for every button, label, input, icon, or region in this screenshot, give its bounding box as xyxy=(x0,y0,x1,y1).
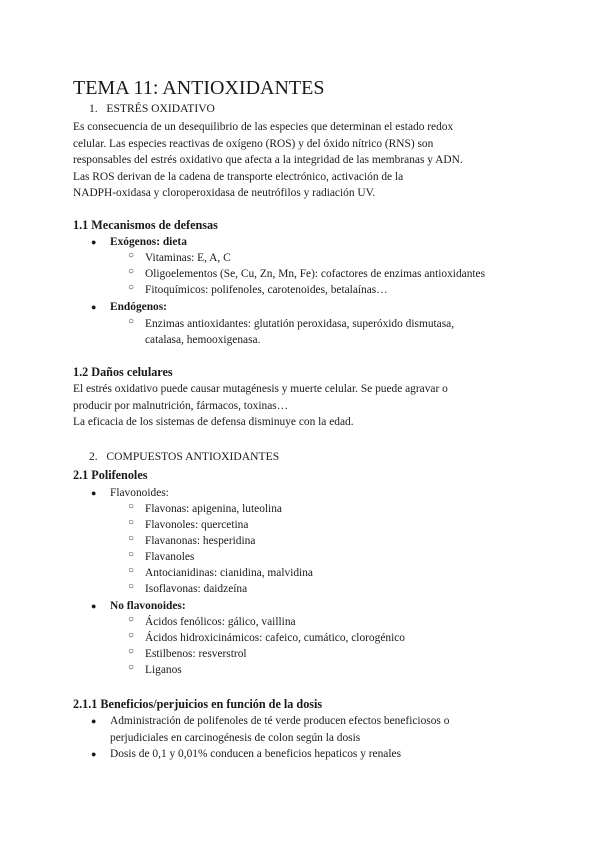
section-1-heading xyxy=(89,101,215,117)
list-item: Administración de polifenoles de té verde producen efectos beneficiosos o xyxy=(110,715,450,727)
subsection-2-1-heading: 2.1 Polifenoles xyxy=(73,468,148,482)
list-item: Isoflavonas: daidzeína xyxy=(145,583,248,595)
list-item: Ácidos fenólicos: gálico, vaillina xyxy=(145,616,296,628)
bullet-circle-icon: ○ xyxy=(128,662,135,673)
list-item-exogenos: Exógenos: dieta xyxy=(110,236,187,248)
list-item: Dosis de 0,1 y 0,01% conducen a beneficios hepaticos y renales xyxy=(110,748,402,760)
bullet-circle-icon: ○ xyxy=(128,549,135,560)
paragraph-line: Las ROS derivan de la cadena de transporte electrónico, activación de la xyxy=(73,170,404,183)
subsection-1-2-heading: 1.2 Daños celulares xyxy=(73,365,173,379)
section-1-title: ESTRÉS OXIDATIVO xyxy=(106,102,215,115)
bullet-circle-icon: ○ xyxy=(128,565,135,576)
paragraph-line: La eficacia de los sistemas de defensa disminuye con la edad. xyxy=(73,416,354,428)
list-item-flavonoides: Flavonoides: xyxy=(110,487,169,499)
paragraph-line: Es consecuencia de un desequilibrio de las especies que determinan el estado redox xyxy=(73,121,454,133)
bullet-circle-icon: ○ xyxy=(128,250,135,261)
subsection-1-1-heading: 1.1 Mecanismos de defensas xyxy=(73,218,218,232)
list-item: Antocianidinas: cianidina, malvidina xyxy=(145,567,313,579)
subsection-2-1-1-heading: 2.1.1 Beneficios/perjuicios en función de la dosis xyxy=(73,697,323,711)
bullet-disc-icon: ● xyxy=(91,237,97,247)
bullet-disc-icon: ● xyxy=(91,716,97,726)
list-item: Flavanoles xyxy=(145,551,195,563)
section-2-heading xyxy=(89,449,279,465)
list-item: Flavonoles: quercetina xyxy=(145,519,249,531)
list-item: Flavonas: apigenina, luteolina xyxy=(145,503,282,515)
bullet-circle-icon: ○ xyxy=(128,266,135,277)
list-item: Flavanonas: hesperidina xyxy=(145,535,256,547)
bullet-circle-icon: ○ xyxy=(128,581,135,592)
bullet-circle-icon: ○ xyxy=(128,533,135,544)
bullet-circle-icon: ○ xyxy=(128,316,135,327)
bullet-circle-icon: ○ xyxy=(128,501,135,512)
bullet-circle-icon: ○ xyxy=(128,517,135,528)
list-item: Liganos xyxy=(145,664,182,676)
list-item: Enzimas antioxidantes: glutatión peroxidasa, superóxido dismutasa, xyxy=(145,318,455,330)
bullet-circle-icon: ○ xyxy=(128,282,135,293)
section-1-number: 1. xyxy=(89,102,98,115)
list-item: Vitaminas: E, A, C xyxy=(145,252,231,264)
list-item-endogenos: Endógenos: xyxy=(110,301,167,313)
section-2-title: COMPUESTOS ANTIOXIDANTES xyxy=(106,450,280,463)
document-title: TEMA 11: ANTIOXIDANTES xyxy=(73,77,325,99)
paragraph-line: El estrés oxidativo puede causar mutagénesis y muerte celular. Se puede agravar o xyxy=(73,383,448,395)
bullet-disc-icon: ● xyxy=(91,749,97,759)
bullet-disc-icon: ● xyxy=(91,601,97,611)
list-item-continuation: catalasa, hemooxigenasa. xyxy=(145,334,261,346)
list-item: Estilbenos: resverstrol xyxy=(145,648,247,660)
bullet-circle-icon: ○ xyxy=(128,646,135,657)
paragraph-line: responsables del estrés oxidativo que afecta a la integridad de las membranas y ADN. xyxy=(73,154,463,166)
bullet-circle-icon: ○ xyxy=(128,614,135,625)
paragraph-line: NADPH-oxidasa y cloroperoxidasa de neutrófilos y radiación UV. xyxy=(73,187,376,199)
list-item: Oligoelementos (Se, Cu, Zn, Mn, Fe): cofactores de enzimas antioxidantes xyxy=(145,268,486,280)
bullet-disc-icon: ● xyxy=(91,488,97,498)
list-item-no-flavonoides: No flavonoides: xyxy=(110,600,186,612)
bullet-circle-icon: ○ xyxy=(128,630,135,641)
list-item-continuation: perjudiciales en carcinogénesis de colon según la dosis xyxy=(110,731,361,744)
list-item: Ácidos hidroxicinámicos: cafeico, cumático, clorogénico xyxy=(145,632,405,644)
list-item: Fitoquímicos: polifenoles, carotenoides, betalaínas… xyxy=(145,284,388,296)
paragraph-line: producir por malnutrición, fármacos, toxinas… xyxy=(73,399,289,412)
section-2-number: 2. xyxy=(89,450,98,463)
paragraph-line: celular. Las especies reactivas de oxígeno (ROS) y del óxido nítrico (RNS) son xyxy=(73,137,434,150)
bullet-disc-icon: ● xyxy=(91,302,97,312)
